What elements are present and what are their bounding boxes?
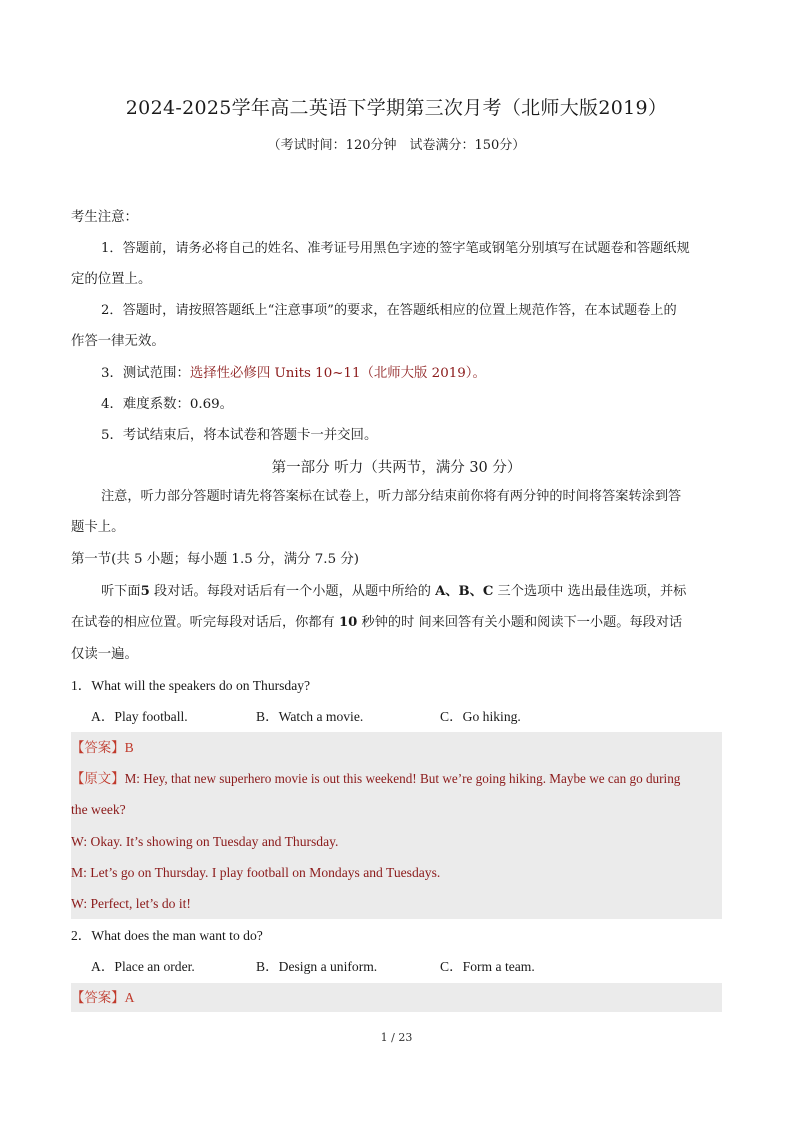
notice-item-3 [101, 364, 486, 384]
notice-item-2-line-1: 2．答题时，请按照答题纸上“注意事项”的要求，在答题纸相应的位置上规范作答，在本试题卷上的 [101, 303, 677, 318]
instruction-seconds: 10 [338, 615, 358, 630]
question-1-option-b: B．Watch a movie. [256, 709, 364, 724]
notice-item-1-line-1: 1．答题前，请务必将自己的姓名、准考证号用黑色字迹的签字笔或钢笔分别填写在试题卷和答题纸规 [101, 241, 690, 256]
notice-item-1-line-2: 定的位置上。 [71, 272, 152, 287]
instruction-text: 听下面 [101, 584, 141, 599]
transcript-text: M: Hey, that new superhero movie is out this weekend! But we’re going hiking. Maybe we can go during [124, 771, 681, 786]
question-2-stem: 2．What does the man want to do? [71, 928, 263, 943]
answer-value: A [124, 990, 135, 1005]
instruction-text: 段对话。每段对话后有一个小题，从题中所给的 [149, 584, 436, 599]
instruction-text: 在试卷的相应位置。听完每段对话后，你都有 [71, 615, 339, 630]
transcript-label: 【原文】 [71, 772, 125, 787]
question-1-answer [71, 738, 134, 759]
instruction-count: 5 [140, 584, 150, 599]
question-2-option-a: A．Place an order. [91, 959, 195, 974]
instruction-line-2 [71, 613, 682, 633]
notice-item-2-line-2: 作答一律无效。 [71, 334, 165, 349]
answer-block-1 [71, 732, 722, 919]
notice-item-5: 5．考试结束后，将本试卷和答题卡一并交回。 [101, 428, 378, 443]
question-1-transcript-line-3: W: Okay. It’s showing on Tuesday and Thursday. [71, 834, 339, 849]
question-2-answer [71, 988, 134, 1009]
question-1-transcript-line-1 [71, 769, 680, 790]
question-2-option-c: C．Form a team. [440, 959, 535, 974]
test-scope: 选择性必修四 Units 10~11（北师大版 2019）。 [189, 366, 486, 381]
answer-label: 【答案】 [71, 991, 125, 1006]
instruction-options: A、B、C [435, 584, 494, 599]
page-title: 2024-2025学年高二英语下学期第三次月考（北师大版2019） [125, 97, 668, 119]
instruction-text: 秒钟的时 间来回答有关小题和阅读下一小题。每段对话 [357, 615, 683, 630]
question-2-option-b: B．Design a uniform. [256, 959, 378, 974]
notice-item-3-prefix: 3．测试范围： [101, 366, 190, 381]
instruction-line-3: 仅读一遍。 [71, 647, 138, 662]
instruction-text: 三个选项中 选出最佳选项，并标 [493, 584, 687, 599]
answer-label: 【答案】 [71, 741, 125, 756]
question-1-stem: 1．What will the speakers do on Thursday? [71, 678, 311, 693]
question-1-transcript-line-2: the week? [71, 802, 126, 817]
section-1-title: 第一节(共 5 小题；每小题 1.5 分，满分 7.5 分) [71, 552, 359, 567]
listening-note-line-1: 注意，听力部分答题时请先将答案标在试卷上，听力部分结束前你将有两分钟的时间将答案转涂到答 [101, 489, 682, 504]
question-1-option-a: A．Play football. [91, 709, 188, 724]
exam-info: （考试时间：120分钟 试卷满分：150分） [267, 138, 526, 153]
answer-block-2 [71, 983, 722, 1012]
answer-value: B [124, 740, 134, 755]
listening-note-line-2: 题卡上。 [71, 520, 125, 535]
page-number: 1 / 23 [380, 1031, 413, 1044]
instruction-line-1 [101, 582, 686, 602]
notice-item-4: 4．难度系数：0.69。 [101, 397, 234, 412]
notice-heading: 考生注意： [71, 210, 138, 225]
question-1-transcript-line-4: M: Let’s go on Thursday. I play football on Mondays and Tuesdays. [71, 865, 441, 880]
question-1-transcript-line-5: W: Perfect, let’s do it! [71, 896, 191, 911]
part-1-title: 第一部分 听力（共两节，满分 30 分） [271, 460, 522, 476]
question-1-option-c: C．Go hiking. [440, 709, 521, 724]
